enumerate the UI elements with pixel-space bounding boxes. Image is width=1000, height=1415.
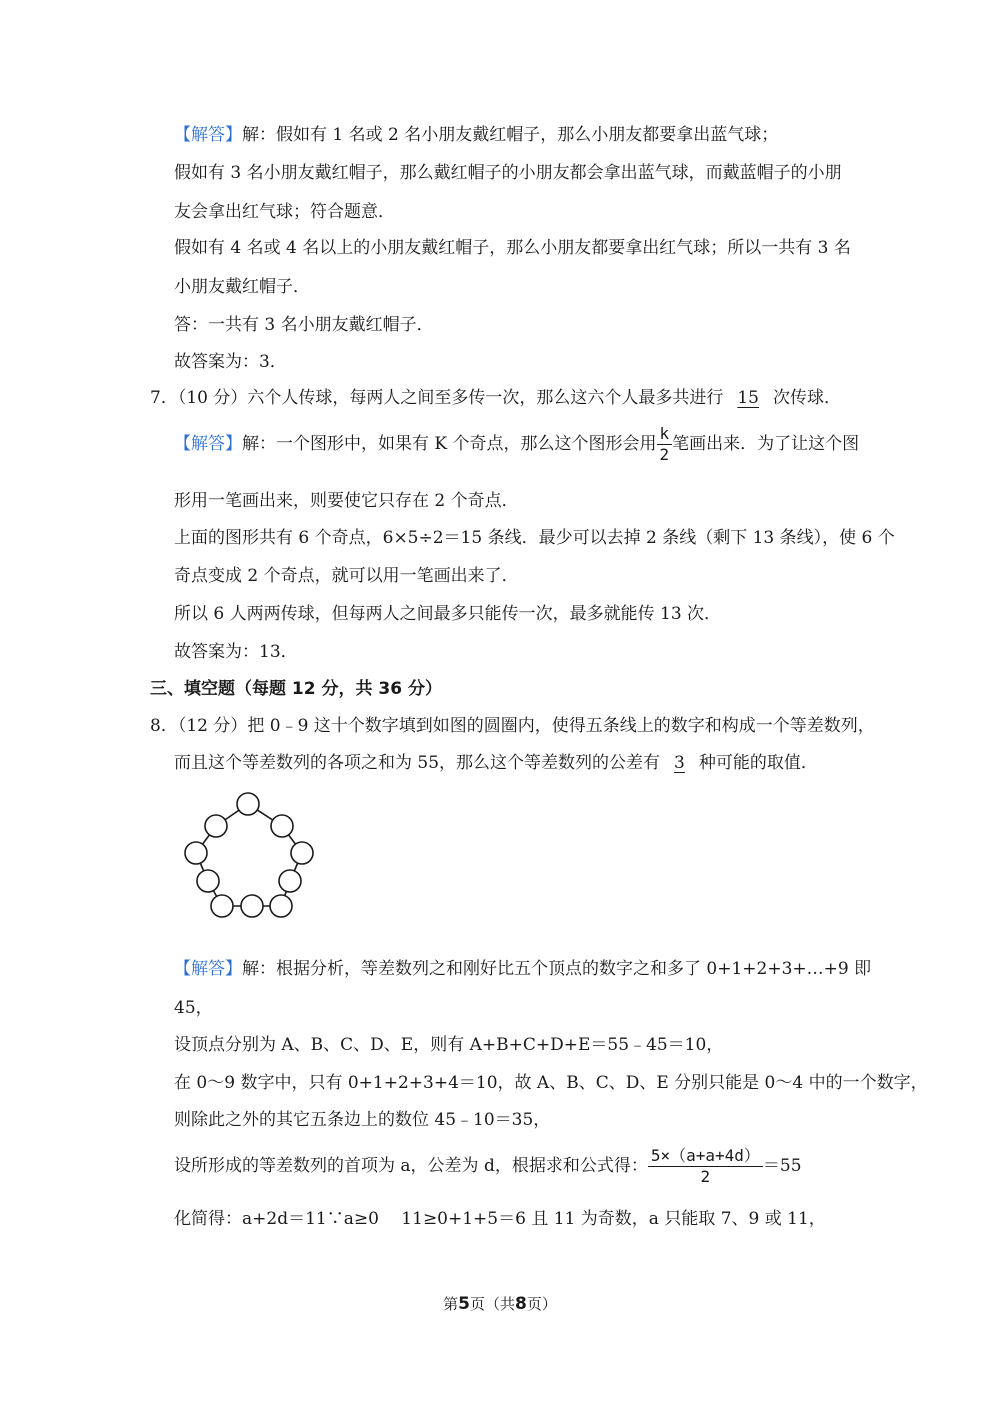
answer-tag: 【解答】 [174, 959, 242, 979]
fraction: $\frac{k}{2}$ [657, 424, 673, 465]
circle-node [237, 793, 259, 815]
answer-line: 友会拿出红气球；符合题意． [174, 202, 395, 222]
answer-blank: 3 [674, 753, 685, 773]
circle-node [241, 895, 263, 917]
circle-node [271, 815, 293, 837]
answer-tag: 【解答】 [174, 434, 242, 454]
circle-node [270, 895, 292, 917]
circle-node [211, 895, 233, 917]
answer-line: 小朋友戴红帽子． [174, 277, 310, 297]
answer-line: 故答案为：3． [174, 352, 287, 372]
answer-tag: 【解答】 [174, 125, 242, 145]
page-footer: 第5页（共8页） [443, 1294, 557, 1314]
page-number: 5 [458, 1294, 470, 1314]
answer-line: 奇点变成 2 个奇点，就可以用一笔画出来了． [174, 566, 519, 586]
answer-line: 答：一共有 3 名小朋友戴红帽子． [174, 315, 434, 335]
circle-node [291, 842, 313, 864]
question-7: 7．（10 分）六个人传球，每两人之间至多传一次，那么这六个人最多共进行 15 次传球． [150, 388, 841, 408]
answer-blank: 15 [737, 388, 759, 408]
question-8-line: 而且这个等差数列的各项之和为 55，那么这个等差数列的公差有 3 种可能的取值． [174, 753, 818, 773]
section-heading: 三、填空题（每题 12 分，共 36 分） [150, 679, 442, 699]
answer-line: 设顶点分别为 A、B、C、D、E，则有 A+B+C+D+E＝55﹣45＝10， [174, 1035, 724, 1055]
answer-line: 假如有 4 名或 4 名以上的小朋友戴红帽子，那么小朋友都要拿出红气球；所以一共有 3 名 [174, 238, 851, 258]
answer-line: 【解答】解：一个图形中，如果有 K 个奇点，那么这个图形会用 $\frac{k}{2}$ 笔画出来．为了让这个图 [174, 424, 860, 464]
answer-line: 形用一笔画出来，则要使它只存在 2 个奇点． [174, 491, 519, 511]
fraction: $\frac{5\times(a+a+4d)}{2}$ [648, 1146, 763, 1187]
answer-line: 设所形成的等差数列的首项为 a，公差为 d，根据求和公式得： $\frac{5\times(a+a+4d)}{2}$ ＝55 [174, 1146, 802, 1186]
pentagon-circle-diagram [180, 788, 325, 923]
circle-node [205, 815, 227, 837]
answer-line: 故答案为：13． [174, 642, 298, 662]
answer-line: 假如有 3 名小朋友戴红帽子，那么戴红帽子的小朋友都会拿出蓝气球，而戴蓝帽子的小朋 [174, 163, 842, 183]
answer-line: 【解答】解：假如有 1 名或 2 名小朋友戴红帽子，那么小朋友都要拿出蓝气球； [174, 125, 779, 145]
circle-node [185, 842, 207, 864]
answer-line: 上面的图形共有 6 个奇点，6×5÷2＝15 条线．最少可以去掉 2 条线（剩下 13 条线），使 6 个 [174, 528, 895, 548]
answer-line: 化简得：a+2d＝11∵a≥0 11≥0+1+5＝6 且 11 为奇数，a 只能取 7、9 或 11， [174, 1209, 826, 1229]
circle-node [279, 870, 301, 892]
answer-line: 所以 6 人两两传球，但每两人之间最多只能传一次，最多就能传 13 次． [174, 604, 722, 624]
answer-line: 则除此之外的其它五条边上的数位 45﹣10＝35， [174, 1110, 551, 1130]
answer-line: 45， [174, 998, 213, 1018]
answer-line: 在 0～9 数字中，只有 0+1+2+3+4＝10，故 A、B、C、D、E 分别只能是 0～4 中的一个数字， [174, 1073, 928, 1093]
answer-line: 【解答】解：根据分析，等差数列之和刚好比五个顶点的数字之和多了 0+1+2+3+…+9 即 [174, 959, 872, 979]
question-8: 8．（12 分）把 0﹣9 这十个数字填到如图的圆圈内，使得五条线上的数字和构成一个等差数列， [150, 716, 875, 736]
page-total: 8 [515, 1294, 527, 1314]
circle-node [197, 870, 219, 892]
